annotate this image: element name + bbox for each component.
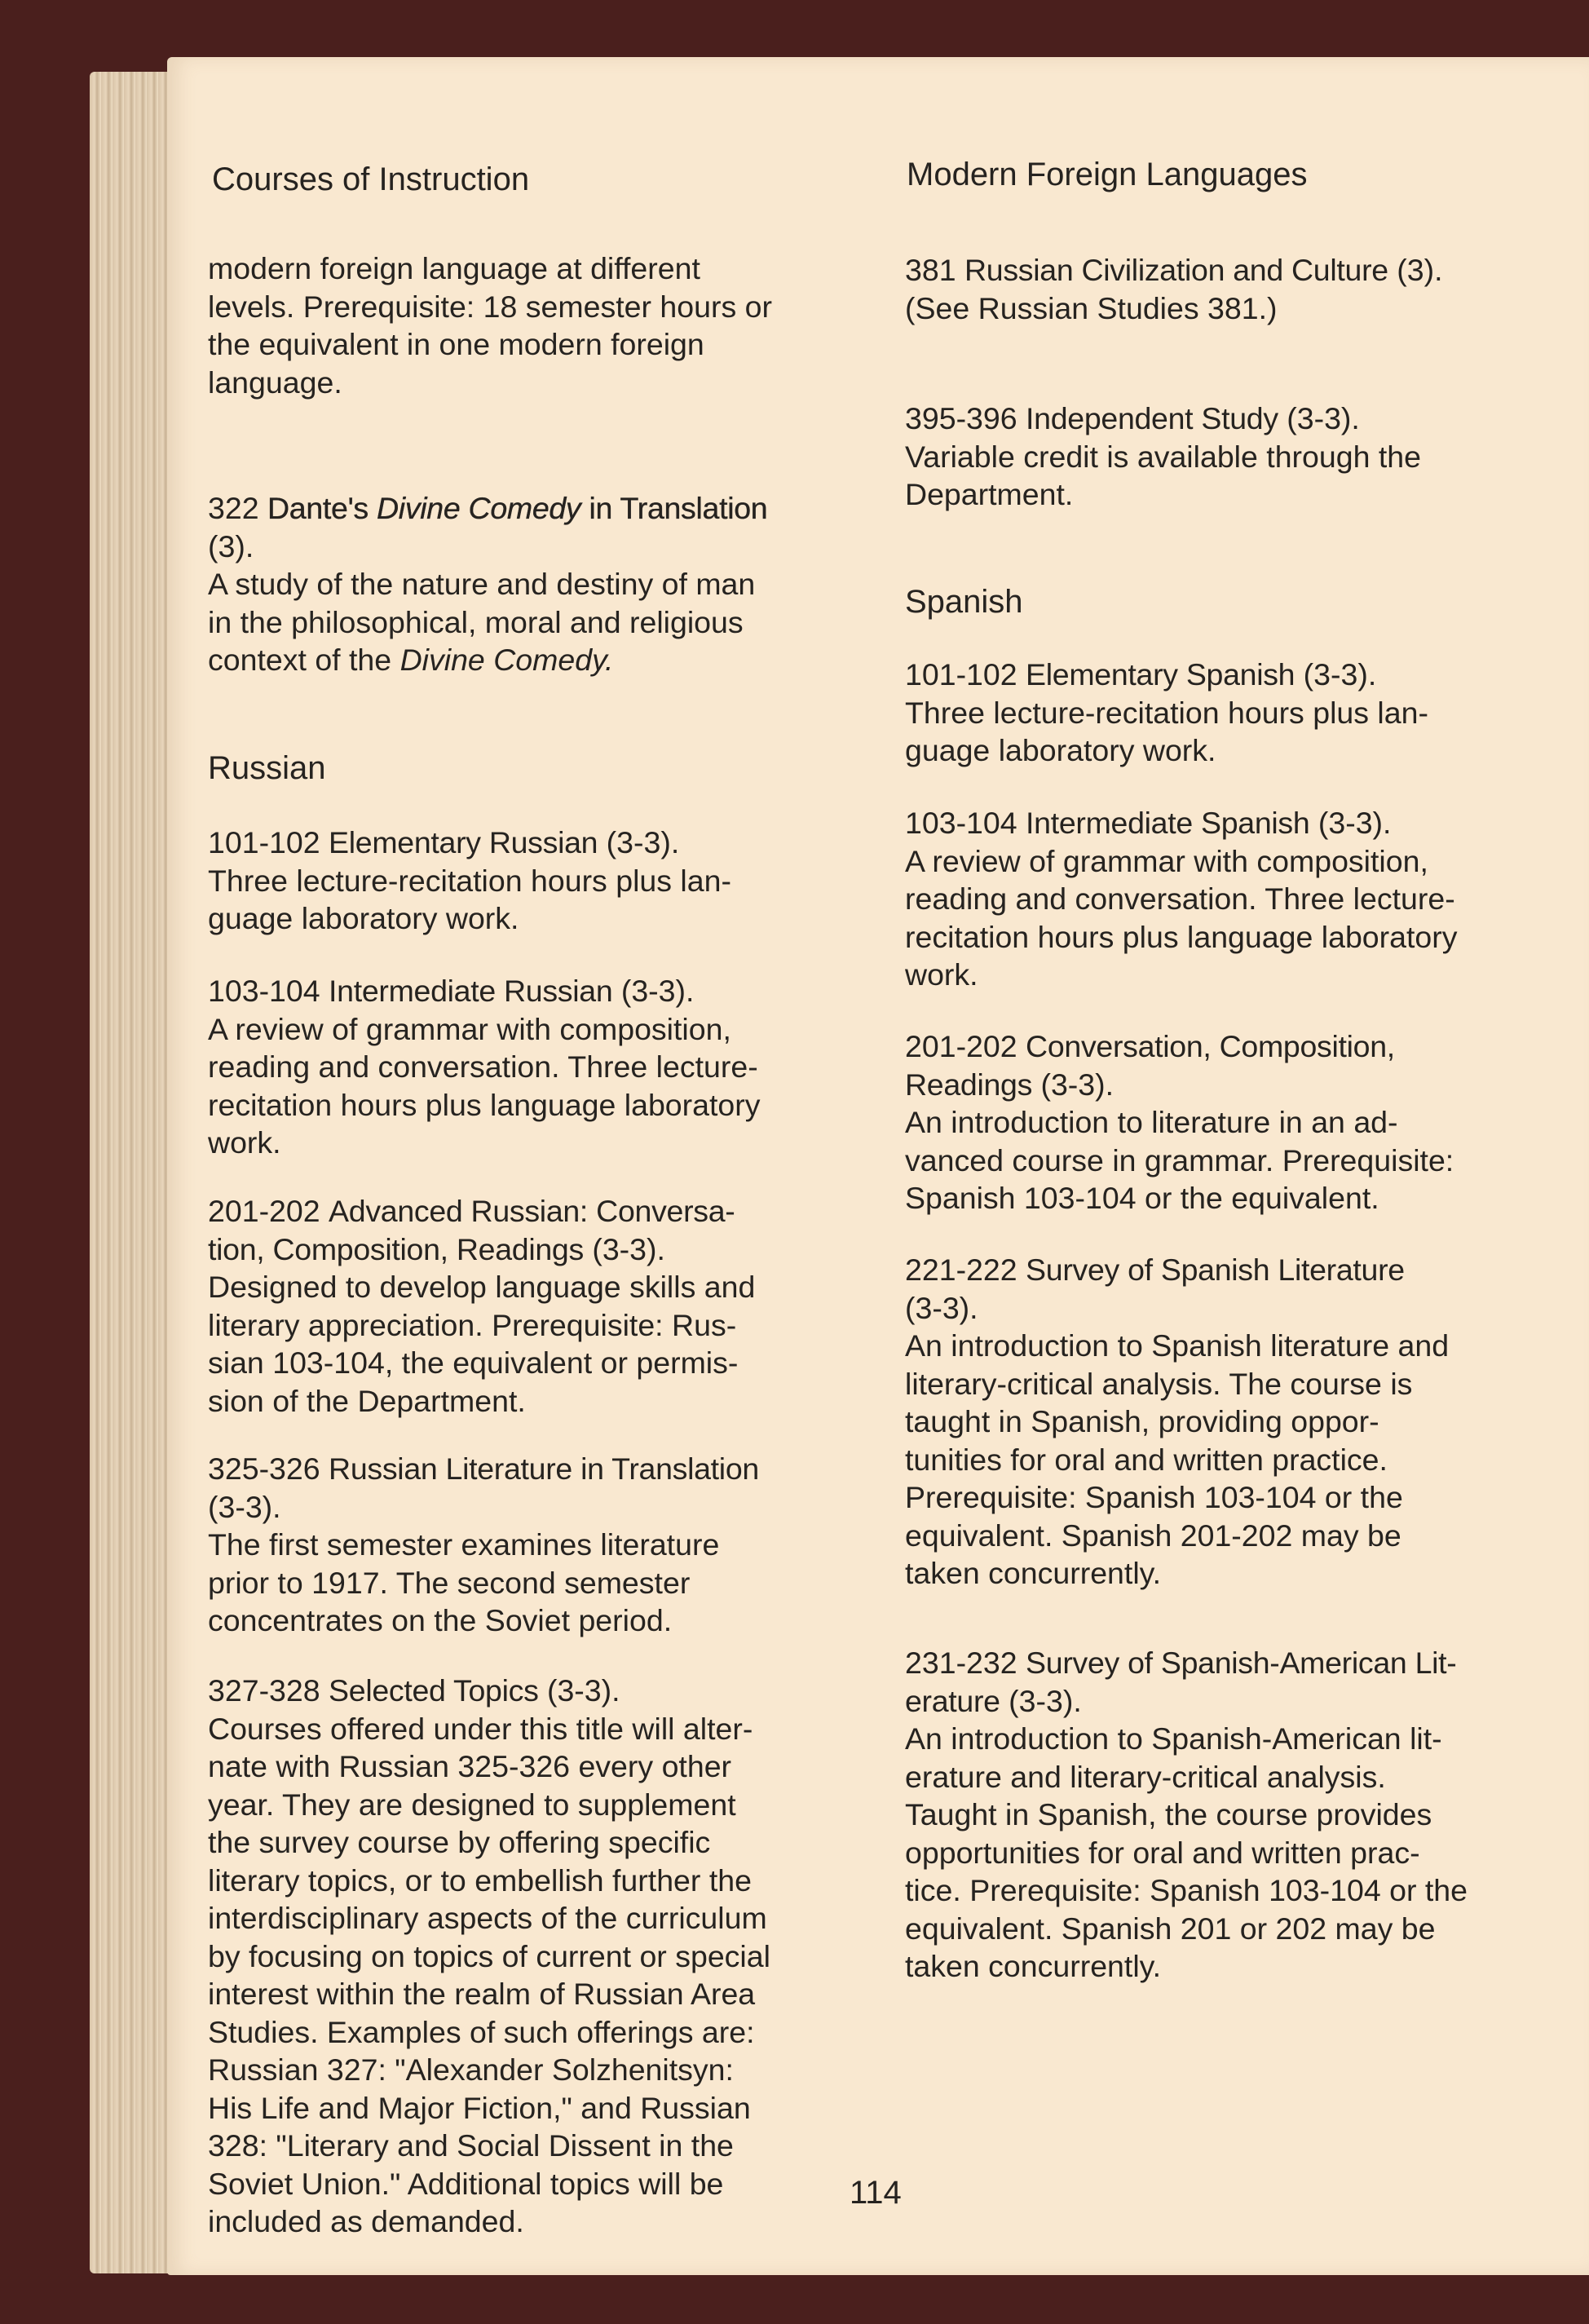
course-entry-spanish-103 xyxy=(905,804,1458,994)
text-line: literary appreciation. Prerequisite: Rus- xyxy=(208,1307,737,1342)
text-line: opportunities for oral and written prac- xyxy=(905,1835,1420,1870)
text-line: levels. Prerequisite: 18 semester hours or xyxy=(208,289,772,324)
course-heading: 221-222 Survey of Spanish Literature xyxy=(905,1253,1405,1287)
course-heading-cont: tion, Composition, Readings (3-3). xyxy=(208,1231,665,1266)
course-heading: 381 Russian Civilization and Culture (3). xyxy=(905,253,1443,287)
text-line: sian 103-104, the equivalent or permis- xyxy=(208,1345,739,1380)
text-line: guage laboratory work. xyxy=(905,733,1216,767)
text-line: the survey course by offering specific xyxy=(208,1825,711,1859)
text-line: An introduction to Spanish-American lit- xyxy=(905,1721,1442,1756)
text-line: taken concurrently. xyxy=(905,1556,1162,1590)
text-line: in the philosophical, moral and religious xyxy=(208,604,744,639)
text-line: The first semester examines literature xyxy=(208,1527,720,1562)
running-header-right: Modern Foreign Languages xyxy=(907,157,1308,192)
course-entry-russian-201 xyxy=(208,1192,755,1420)
text-line: year. They are designed to supplement xyxy=(208,1787,736,1822)
text-line: reading and conversation. Three lecture- xyxy=(905,881,1455,916)
text-line: interest within the realm of Russian Area xyxy=(208,1977,756,2011)
page-number: 114 xyxy=(850,2175,902,2211)
text-line: taken concurrently. xyxy=(905,1949,1162,1983)
text-line: Three lecture-recitation hours plus lan- xyxy=(208,863,731,898)
course-entry-spanish-221 xyxy=(905,1251,1449,1593)
text-line: tunities for oral and written practice. xyxy=(905,1442,1388,1477)
text-line: His Life and Major Fiction," and Russian xyxy=(208,2090,751,2125)
text-line: Department. xyxy=(905,477,1074,511)
course-heading xyxy=(208,489,767,528)
course-heading: 101-102 Elementary Spanish (3-3). xyxy=(905,657,1377,691)
catalog-page xyxy=(167,57,1589,2275)
text-line: Soviet Union." Additional topics will be xyxy=(208,2166,724,2201)
text-line: erature and literary-critical analysis. xyxy=(905,1759,1386,1794)
text-line: Spanish 103-104 or the equivalent. xyxy=(905,1181,1379,1215)
course-entry-russian-325 xyxy=(208,1450,759,1640)
text-line: A review of grammar with composition, xyxy=(208,1011,731,1046)
text-line: Studies. Examples of such offerings are: xyxy=(208,2014,755,2049)
course-heading: 231-232 Survey of Spanish-American Lit- xyxy=(905,1646,1457,1680)
text-line: Russian 327: "Alexander Solzhenitsyn: xyxy=(208,2052,734,2087)
course-entry-spanish-231 xyxy=(905,1644,1468,1986)
course-code: 322 xyxy=(208,491,259,525)
course-credits: (3). xyxy=(208,528,254,563)
course-credits: (3-3). xyxy=(208,1489,281,1524)
intro-paragraph xyxy=(208,250,772,401)
text-line: included as demanded. xyxy=(208,2204,524,2238)
course-entry-russian-395 xyxy=(905,400,1421,514)
text-line: taught in Spanish, providing oppor- xyxy=(905,1404,1379,1438)
text-line: 328: "Literary and Social Dissent in the xyxy=(208,2128,734,2163)
text-line: A study of the nature and destiny of man xyxy=(208,567,756,601)
course-heading: 201-202 Advanced Russian: Conversa- xyxy=(208,1194,735,1228)
section-title-russian: Russian xyxy=(208,750,326,786)
section-title-spanish: Spanish xyxy=(905,584,1023,620)
text-line: Taught in Spanish, the course provides xyxy=(905,1797,1432,1831)
text-line: work. xyxy=(905,957,978,992)
text-line: prior to 1917. The second semester xyxy=(208,1565,691,1600)
text-line: recitation hours plus language laboratory xyxy=(208,1087,761,1122)
course-entry-russian-327 xyxy=(208,1672,770,2241)
course-heading-cont: Readings (3-3). xyxy=(905,1067,1115,1102)
text-line: tice. Prerequisite: Spanish 103-104 or the xyxy=(905,1873,1468,1907)
text-line: reading and conversation. Three lecture- xyxy=(208,1049,758,1084)
text-line: by focusing on topics of current or special xyxy=(208,1938,770,1973)
text-line: A review of grammar with composition, xyxy=(905,843,1428,878)
text-line: Designed to develop language skills and xyxy=(208,1270,756,1304)
course-heading: 325-326 Russian Literature in Translation xyxy=(208,1451,759,1486)
text-line: Prerequisite: Spanish 103-104 or the xyxy=(905,1480,1403,1514)
text-line: literary-critical analysis. The course is xyxy=(905,1366,1413,1401)
text-line: An introduction to Spanish literature and xyxy=(905,1328,1450,1363)
text-line: guage laboratory work. xyxy=(208,901,519,935)
text-line: (See Russian Studies 381.) xyxy=(905,290,1278,325)
course-credits: (3-3). xyxy=(905,1290,978,1325)
text-line: An introduction to literature in an ad- xyxy=(905,1105,1398,1139)
text-line: language. xyxy=(208,365,342,400)
course-entry-russian-381 xyxy=(905,251,1443,327)
course-heading: 201-202 Conversation, Composition, xyxy=(905,1029,1395,1063)
course-heading: 103-104 Intermediate Spanish (3-3). xyxy=(905,806,1392,840)
text-line: Variable credit is available through the xyxy=(905,439,1422,474)
course-entry-spanish-101 xyxy=(905,656,1428,770)
text-line: nate with Russian 325-326 every other xyxy=(208,1749,732,1783)
course-entry-russian-101 xyxy=(208,824,731,938)
text-line: sion of the Department. xyxy=(208,1383,526,1418)
text-line: the equivalent in one modern foreign xyxy=(208,327,704,361)
text-line: concentrates on the Soviet period. xyxy=(208,1603,673,1637)
course-entry-dante xyxy=(208,489,767,679)
text-line: equivalent. Spanish 201 or 202 may be xyxy=(905,1911,1436,1946)
course-heading: 395-396 Independent Study (3-3). xyxy=(905,401,1360,435)
text-line: vanced course in grammar. Prerequisite: xyxy=(905,1142,1454,1177)
course-entry-spanish-201 xyxy=(905,1027,1454,1217)
text-line: modern foreign language at different xyxy=(208,251,700,285)
course-entry-russian-103 xyxy=(208,972,761,1162)
course-heading-cont: erature (3-3). xyxy=(905,1683,1082,1718)
course-title: Dante's Divine Comedy in Translation xyxy=(267,491,768,525)
course-heading: 101-102 Elementary Russian (3-3). xyxy=(208,825,680,859)
text-line: Courses offered under this title will alter- xyxy=(208,1711,753,1746)
text-line: literary topics, or to embellish further the xyxy=(208,1862,752,1898)
text-line: recitation hours plus language laboratory xyxy=(905,919,1458,954)
text-line: equivalent. Spanish 201-202 may be xyxy=(905,1518,1401,1553)
course-heading: 103-104 Intermediate Russian (3-3). xyxy=(208,974,695,1008)
text-line: work. xyxy=(208,1125,281,1160)
course-heading: 327-328 Selected Topics (3-3). xyxy=(208,1673,620,1708)
text-line: Three lecture-recitation hours plus lan- xyxy=(905,695,1428,730)
text-line: context of the Divine Comedy. xyxy=(208,643,614,677)
text-line: interdisciplinary aspects of the curriculum xyxy=(208,1901,767,1935)
running-header-left: Courses of Instruction xyxy=(212,161,530,197)
